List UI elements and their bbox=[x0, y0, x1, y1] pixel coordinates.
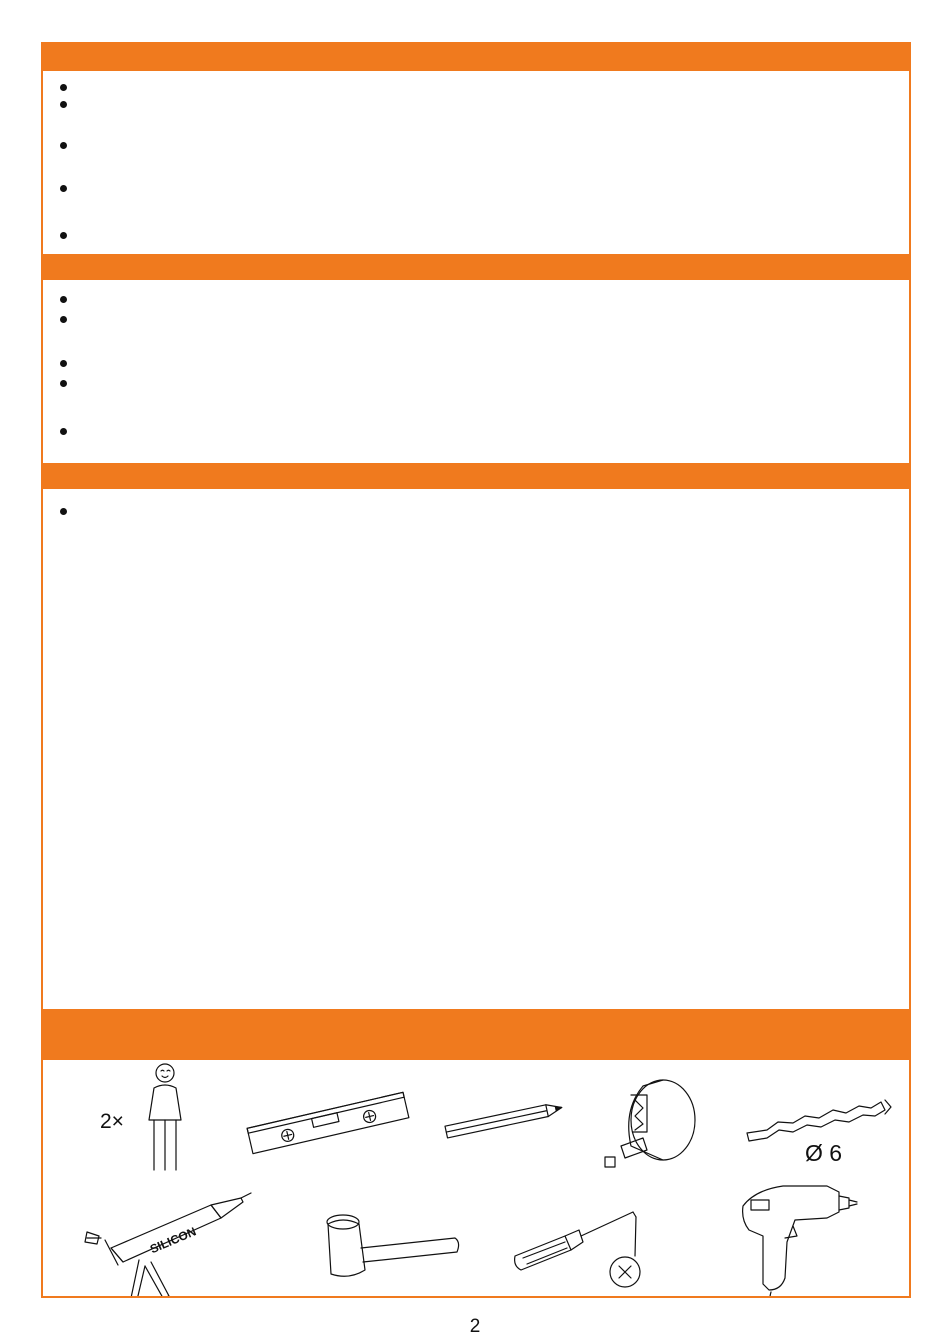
silicone-label: SILICON bbox=[147, 1224, 199, 1257]
document-frame bbox=[41, 42, 911, 1298]
silicone-gun-icon bbox=[85, 1193, 251, 1296]
section-body-1 bbox=[43, 71, 909, 254]
two-persons-icon bbox=[100, 1064, 181, 1170]
tools-header bbox=[43, 1009, 909, 1060]
bullet-point bbox=[60, 101, 67, 108]
tools-illustration bbox=[43, 1060, 909, 1296]
pencil-icon bbox=[445, 1102, 563, 1138]
rubber-mallet-icon bbox=[327, 1215, 459, 1276]
tape-measure-icon bbox=[605, 1080, 695, 1167]
bullet-point bbox=[60, 296, 67, 303]
tools-panel bbox=[43, 1060, 909, 1296]
persons-count-label: 2× bbox=[100, 1110, 124, 1133]
section-body-3 bbox=[43, 489, 909, 1009]
bullet-point bbox=[60, 380, 67, 387]
bullet-point bbox=[60, 428, 67, 435]
section-header-3 bbox=[43, 463, 909, 489]
spirit-level-icon bbox=[247, 1092, 409, 1153]
drill-bit-icon bbox=[747, 1100, 891, 1166]
bullet-point bbox=[60, 360, 67, 367]
section-body-2 bbox=[43, 280, 909, 463]
bullet-point bbox=[60, 232, 67, 239]
phillips-screwdriver-icon bbox=[515, 1212, 640, 1287]
bullet-point bbox=[60, 84, 67, 91]
section-header-2 bbox=[43, 254, 909, 280]
bullet-point bbox=[60, 185, 67, 192]
bullet-point bbox=[60, 316, 67, 323]
bullet-point bbox=[60, 508, 67, 515]
section-header-1 bbox=[43, 44, 909, 71]
drill-bit-size-label: Ø 6 bbox=[805, 1140, 843, 1166]
bullet-point bbox=[60, 142, 67, 149]
power-drill-icon bbox=[743, 1186, 857, 1296]
page-number: 2 bbox=[469, 1316, 481, 1337]
